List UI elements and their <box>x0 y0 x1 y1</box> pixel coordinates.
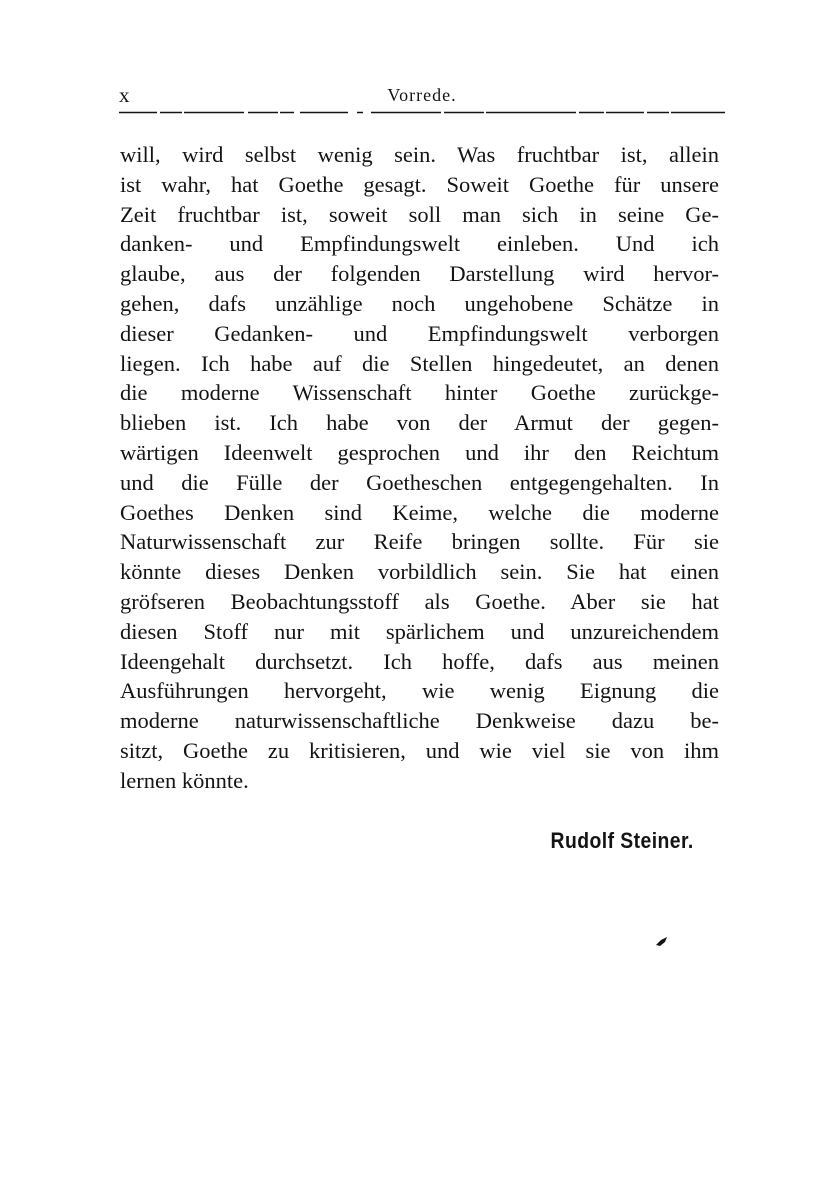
header-rule <box>119 111 725 114</box>
text-line: will, wird selbst wenig sein. Was fruchtbar ist, allein <box>120 142 719 167</box>
page-number: x <box>119 83 131 107</box>
text-line: Goethes Denken sind Keime, welche die moderne <box>120 499 719 525</box>
text-line: gröfseren Beobachtungsstoff als Goethe. Aber sie hat <box>120 588 719 614</box>
text-line: danken- und Empfindungswelt einleben. Und ich <box>120 231 719 257</box>
text-line: gehen, dafs unzählige noch ungehobene Schätze in <box>120 290 719 316</box>
text-line: die moderne Wissenschaft hinter Goethe zurückge- <box>120 380 719 406</box>
text-line: moderne naturwissenschaftliche Denkweise dazu be- <box>120 708 719 734</box>
author-signature: Rudolf Steiner. <box>550 828 694 853</box>
text-line: wärtigen Ideenwelt gesprochen und ihr den Reichtum <box>120 439 719 465</box>
text-line: Zeit fruchtbar ist, soweit soll man sich in seine Ge- <box>120 201 719 227</box>
text-line: dieser Gedanken- und Empfindungswelt verborgen <box>120 320 719 346</box>
text-line: Naturwissenschaft zur Reife bringen sollte. Für sie <box>120 529 719 555</box>
text-line: ist wahr, hat Goethe gesagt. Soweit Goethe für unsere <box>120 171 719 197</box>
running-head <box>119 84 725 106</box>
running-title: Vorrede. <box>387 85 457 105</box>
body-paragraph <box>120 140 719 796</box>
text-line: liegen. Ich habe auf die Stellen hingedeutet, an denen <box>120 350 719 376</box>
text-line: glaube, aus der folgenden Darstellung wird hervor- <box>120 261 719 287</box>
text-line: könnte dieses Denken vorbildlich sein. Sie hat einen <box>120 559 719 585</box>
text-line: sitzt, Goethe zu kritisieren, und wie viel sie von ihm <box>120 737 719 763</box>
text-line: Ideengehalt durchsetzt. Ich hoffe, dafs aus meinen <box>120 648 719 674</box>
text-line: und die Fülle der Goetheschen entgegengehalten. In <box>120 469 719 495</box>
text-line: lernen könnte. <box>120 767 249 793</box>
text-line: Ausführungen hervorgeht, wie wenig Eignung die <box>120 678 719 704</box>
text-line: diesen Stoff nur mit spärlichem und unzureichendem <box>120 618 719 644</box>
ink-mark <box>655 935 669 947</box>
text-line: blieben ist. Ich habe von der Armut der gegen- <box>120 410 719 436</box>
